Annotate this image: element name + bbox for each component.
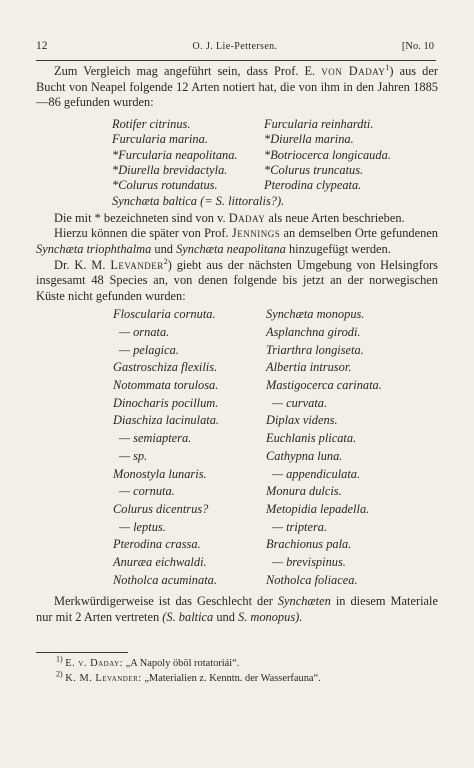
- page-number: 12: [36, 40, 48, 52]
- paragraph-1: Zum Vergleich mag angeführt sein, dass Prof. E. von Daday$^1$) aus der Bucht von Neapel folgende 12 Arten notiert hat, die von ihm in den Jahren 1885—86 gefunden wurden:: [36, 62, 438, 110]
- species-entry: — pelagica.: [119, 342, 179, 357]
- species-entry: Monura dulcis.: [266, 484, 342, 499]
- species-entry: Diaschiza lacinulata.: [113, 413, 220, 428]
- species-entry: — cornuta.: [119, 484, 175, 499]
- footnote-rule: [36, 652, 128, 653]
- species-entry: Gastroschiza flexilis.: [113, 360, 218, 375]
- species-entry: Pterodina clypeata.: [264, 178, 362, 193]
- issue-number: [No. 10: [401, 41, 434, 52]
- header-rule: [36, 60, 436, 61]
- paragraph-4: Dr. K. M. Levander$^2$) giebt aus der nächsten Umgebung von Helsingfors insgesamt 48 Species an, von denen folgende bis jetzt an der norwegischen Küste nicht gefunden wurden:: [36, 256, 438, 303]
- species-entry: *Colurus truncatus.: [264, 162, 364, 177]
- species-entry: *Colurus rotundatus.: [112, 178, 218, 193]
- paragraph-3: Hierzu können die später von Prof. Jennings an demselben Orte gefundenen Synchæta triophthalma und Synchæta neapolitana hinzugefügt werden.: [36, 226, 438, 256]
- species-entry: *Diurella marina.: [264, 132, 354, 147]
- paragraph-5: Merkwürdigerweise ist das Geschlecht der Synchæten in diesem Materiale nur mit 2 Arten vertreten (S. baltica und S. monopus).: [36, 594, 439, 624]
- footnotes: [56, 656, 436, 686]
- species-entry: *Botriocerca longicauda.: [264, 147, 391, 162]
- species-entry: Floscularia cornuta.: [113, 307, 216, 322]
- species-entry: — triptera.: [272, 519, 328, 534]
- species-entry: *Diurella brevidactyla.: [112, 162, 228, 177]
- page-header: [36, 40, 434, 58]
- species-entry: — semiaptera.: [119, 431, 192, 446]
- species-entry: Furcularia reinhardti.: [264, 116, 374, 131]
- species-entry: Rotifer citrinus.: [112, 116, 191, 131]
- species-entry: Triarthra longiseta.: [266, 342, 364, 357]
- species-column-2: [266, 307, 382, 590]
- species-list-naples: [36, 117, 438, 211]
- species-entry: Asplanchna girodi.: [266, 325, 361, 340]
- species-entry: Monostyla lunaris.: [113, 466, 207, 481]
- body-text: [36, 64, 438, 626]
- running-title: O. J. Lie-Pettersen.: [192, 41, 278, 52]
- species-entry: Notommata torulosa.: [113, 378, 219, 393]
- species-entry: Notholca acuminata.: [113, 572, 217, 587]
- species-entry: Notholca foliacea.: [266, 572, 358, 587]
- species-entry: Furcularia marina.: [112, 132, 208, 147]
- species-entry: Diplax videns.: [266, 413, 338, 428]
- species-entry: Metopidia lepadella.: [266, 501, 370, 516]
- species-entry: — ornata.: [119, 325, 170, 340]
- species-entry: — curvata.: [272, 395, 328, 410]
- species-entry: *Furcularia neapolitana.: [112, 147, 238, 162]
- species-column-1: [113, 307, 219, 590]
- species-entry: Dinocharis pocillum.: [113, 395, 219, 410]
- species-entry: Brachionus pala.: [266, 537, 352, 552]
- species-entry: Synchæta monopus.: [266, 307, 365, 322]
- species-entry: Colurus dicentrus?: [113, 501, 209, 516]
- species-entry: — sp.: [119, 448, 148, 463]
- species-entry: Euchlanis plicata.: [266, 431, 357, 446]
- footnote-2: $^{2)}$ K. M. Levander: „Materialien z. Kenntn. der Wasserfauna“.: [56, 669, 321, 684]
- species-list-helsingfors: [36, 307, 438, 594]
- species-entry: Pterodina crassa.: [113, 537, 201, 552]
- species-entry: Cathypna luna.: [266, 448, 343, 463]
- species-entry: — leptus.: [119, 519, 166, 534]
- paragraph-2: Die mit * bezeichneten sind von v. Daday als neue Arten beschrieben.: [54, 210, 405, 225]
- species-column-1: [112, 117, 238, 194]
- species-entry: Albertia intrusor.: [266, 360, 352, 375]
- species-entry: Mastigocerca carinata.: [266, 378, 382, 393]
- species-entry: Anuræa eichwaldi.: [113, 554, 207, 569]
- footnote-1: $^{1)}$ E. v. Daday: „A Napoly öböl rotatoriái“.: [56, 654, 240, 669]
- species-entry: Synchæta baltica (= S. littoralis?).: [112, 193, 285, 208]
- species-entry: — brevispinus.: [272, 554, 346, 569]
- species-entry: — appendiculata.: [272, 466, 361, 481]
- species-column-2: [264, 117, 391, 194]
